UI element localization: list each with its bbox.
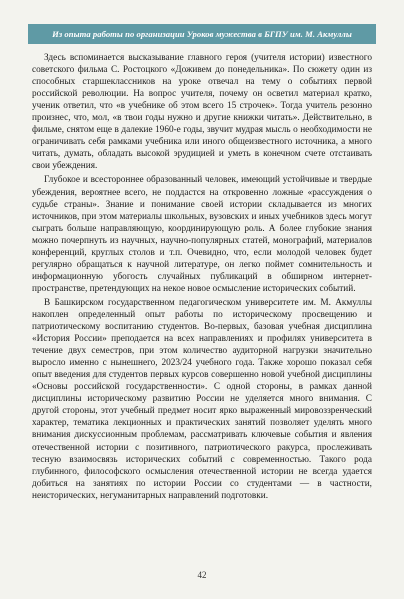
body-text — [32, 52, 372, 504]
paragraph: Глубокое и всестороннее образованный человек, имеющий устойчивые и твердые убеждения, вероятнее всего, не поддастся на откровенно ложные «рассуждения о судьбе страны». Знание и понимание своей истории складывается из многих источников, при этом материалы школьных, вузовских и иных учебников здесь могут сыграть больше направляющую, координирующую роль. А более глубокие знания можно почерпнуть из научных, научно-популярных статей, монографий, материалов конференций, круглых столов и т.п. Очевидно, что, если молодой человек будет регулярно обращаться к научной литературе, он легко поймет сомнительность и информационную убогость случайных публикаций в обширном интернет-пространстве, претендующих на некое новое осмысление исторических событий. — [32, 175, 372, 294]
page-number: 42 — [197, 570, 207, 580]
paragraph: Здесь вспоминается высказывание главного героя (учителя истории) известного советского фильма С. Ростоцкого «Доживем до понедельника». По сюжету один из способных старшеклассников на уроке отвечал на тему о событиях первой российской революции. На вопрос учителя, почему он осветил материал кратко, ученик ответил, что «в учебнике об этом всего 15 строчек». Тогда учитель резонно произнес, что, мол, «в твои годы нужно и другие книжки читать». Действительно, в фильме, снятом еще в далекие 1960-е годы, звучит мудрая мысль о необходимости не ограничивать себя рамками учебника или иного общеизвестного источника, а много читать, думать, обладать высокой эрудицией и уметь в конечном счете отстаивать свои убеждения. — [32, 53, 372, 172]
running-header — [28, 24, 376, 44]
paragraph: В Башкирском государственном педагогическом университете им. М. Акмуллы накоплен определенный опыт работы по историческому просвещению и патриотическому воспитанию студентов. Во-первых, базовая учебная дисциплина «История России» преподается на всех направлениях и профилях университета в течение двух семестров, при этом количество аудиторной нагрузки значительно выросло именно с нынешнего, 2023/24 учебного года. Также хорошо показал себя опыт введения для студентов первых курсов совершенно новой учебной дисциплины «Основы российской государственности». С одной стороны, в рамках данной дисциплины историческому развитию России не уделяется много внимания. С другой стороны, этот учебный предмет носит ярко выраженный мировоззренческий характер, тематика лекционных и практических занятий позволяет уделять много внимания дискуссионным проблемам, рассматривать ключевые события и явления отечественной истории с позитивного, патриотического ракурса, прослеживать тесную взаимосвязь исторических событий с современностью. Такого рода глубинного, философского осмысления отечественной истории не всегда удается добиться на занятиях по истории России со студентами — в частности, неисторических, негуманитарных направлений подготовки. — [32, 297, 372, 501]
running-header-title: Из опыта работы по организации Уроков мужества в БГПУ им. М. Акмуллы — [52, 29, 352, 39]
